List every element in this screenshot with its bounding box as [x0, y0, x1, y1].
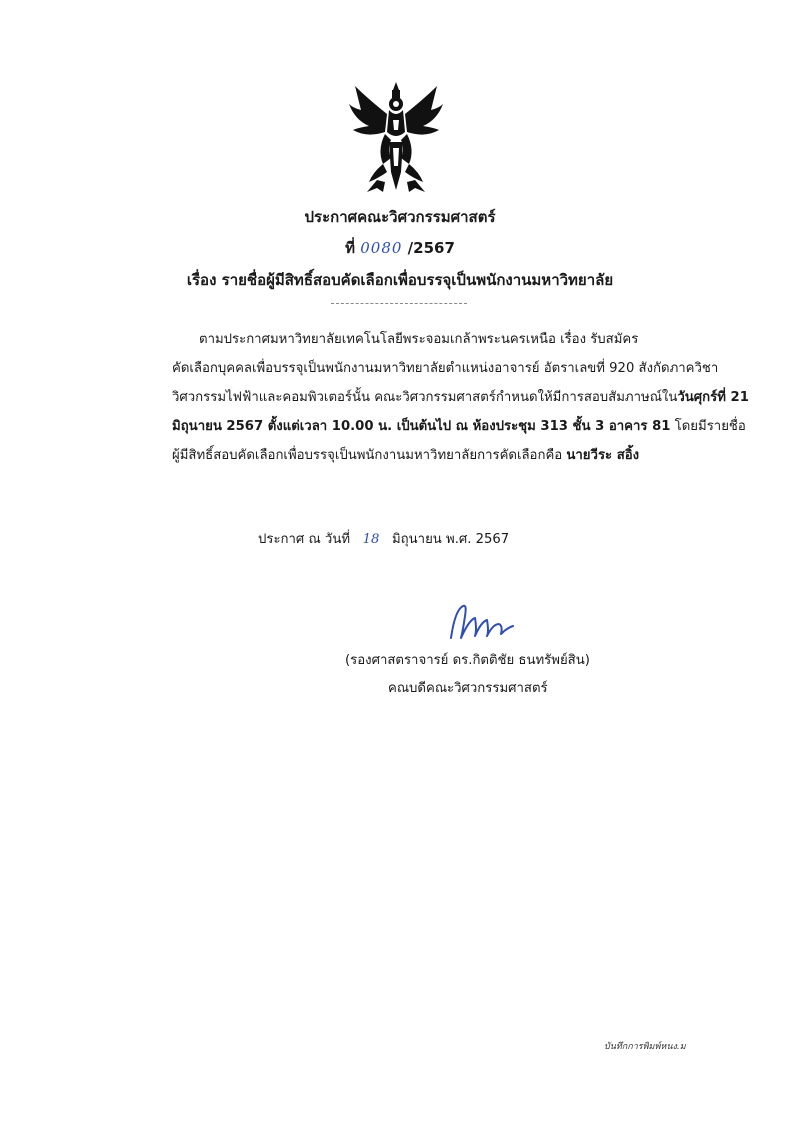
body-line-1: ตามประกาศมหาวิทยาลัยเทคโนโลยีพระจอมเกล้าพระนครเหนือ เรื่อง รับสมัคร [199, 332, 639, 347]
announce-date-prefix: ประกาศ ณ วันที่ [258, 532, 351, 547]
garuda-emblem-icon [347, 80, 445, 195]
announcement-subject [0, 268, 800, 292]
number-prefix: ที่ [345, 239, 355, 257]
announcement-body [172, 325, 749, 470]
body-line-2: คัดเลือกบุคคลเพื่อบรรจุเป็นพนักงานมหาวิทยาลัยตำแหน่งอาจารย์ อัตราเลขที่ 920 สังกัดภาควิชา [172, 361, 719, 376]
announce-day-handwritten: 18 [362, 532, 380, 547]
body-line-4-rest: โดยมีรายชื่อ [670, 419, 746, 434]
body-line-5 [172, 441, 690, 470]
body-line-3-text: วิศวกรรมไฟฟ้าและคอมพิวเตอร์นั้น คณะวิศวกรรมศาสตร์กำหนดให้มีการสอบสัมภาษณ์ใน [172, 390, 678, 405]
announcement-number [0, 236, 800, 260]
subject-label: เรื่อง [186, 271, 217, 289]
body-line-3 [172, 383, 749, 412]
body-line-5-text: ผู้มีสิทธิ์สอบคัดเลือกเพื่อบรรจุเป็นพนักงานมหาวิทยาลัยการคัดเลือกคือ [172, 448, 567, 463]
signature-icon [445, 600, 515, 645]
subject-text: รายชื่อผู้มีสิทธิ์สอบคัดเลือกเพื่อบรรจุเป็นพนักงานมหาวิทยาลัย [221, 271, 614, 289]
candidate-name: นายวีระ สอิ้ง [566, 448, 640, 463]
announce-date-suffix: มิถุนายน พ.ศ. 2567 [391, 532, 510, 547]
signer-name: (รองศาสตราจารย์ ดร.กิตติชัย ธนทรัพย์สิน) [345, 653, 590, 668]
number-handwritten: 0080 [360, 239, 403, 257]
signer-position: คณบดีคณะวิศวกรรมศาสตร์ [388, 681, 548, 696]
divider [331, 303, 467, 304]
footer-note: บันทึกการพิมพ์หนง.ม [604, 1042, 686, 1052]
announcement-title: ประกาศคณะวิศวกรรมศาสตร์ [304, 208, 496, 226]
exam-day: วันศุกร์ที่ 21 [677, 390, 749, 405]
number-suffix: /2567 [407, 239, 455, 257]
body-line-4 [172, 412, 746, 441]
announce-date [258, 528, 509, 549]
exam-date-venue: มิถุนายน 2567 ตั้งแต่เวลา 10.00 น. เป็นต้นไป ณ ห้องประชุม 313 ชั้น 3 อาคาร 81 [172, 419, 671, 434]
